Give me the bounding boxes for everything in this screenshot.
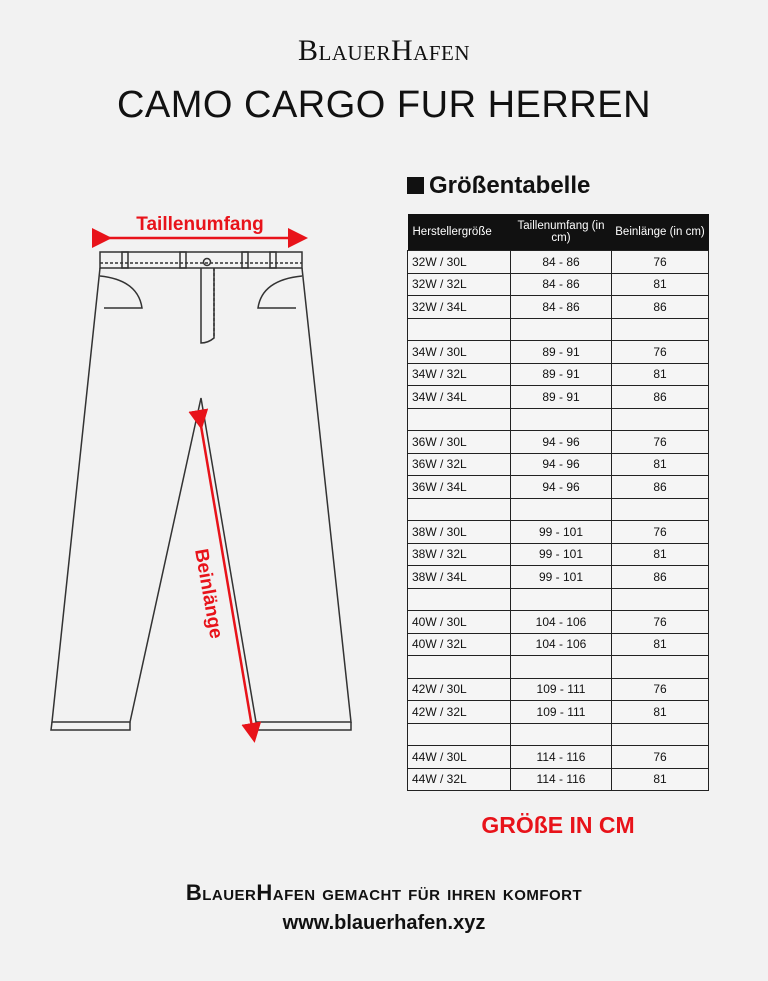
table-row [408,296,709,319]
waist-cell [511,588,612,611]
size-cell: 38W / 30L [408,521,511,544]
inseam-cell: 81 [612,543,709,566]
table-row [408,408,709,431]
waist-cell: 109 - 111 [511,701,612,724]
waist-cell [511,656,612,679]
pants-diagram [30,200,370,760]
waist-cell: 114 - 116 [511,746,612,769]
waist-cell: 84 - 86 [511,251,612,274]
size-cell: 38W / 34L [408,566,511,589]
table-row [408,431,709,454]
table-row [408,341,709,364]
inseam-cell: 81 [612,363,709,386]
table-row [408,588,709,611]
inseam-cell: 81 [612,633,709,656]
size-cell: 36W / 34L [408,476,511,499]
waist-cell [511,408,612,431]
size-cell [408,723,511,746]
waist-cell: 89 - 91 [511,341,612,364]
size-cell: 34W / 30L [408,341,511,364]
size-cell: 44W / 32L [408,768,511,791]
brand-logo: BlauerHafen [297,34,470,67]
size-cell: 32W / 32L [408,273,511,296]
size-cell [408,588,511,611]
waist-cell: 94 - 96 [511,431,612,454]
inseam-cell: 81 [612,701,709,724]
table-row [408,566,709,589]
waist-cell [511,723,612,746]
inseam-cell: 86 [612,386,709,409]
size-table [407,214,709,791]
inseam-cell: 76 [612,341,709,364]
size-cell: 36W / 32L [408,453,511,476]
table-row [408,701,709,724]
inseam-cell: 81 [612,453,709,476]
size-cell: 40W / 30L [408,611,511,634]
size-cell: 34W / 32L [408,363,511,386]
unit-note: GRÖßE IN CM [481,812,635,838]
table-row [408,318,709,341]
table-row [408,363,709,386]
inseam-cell: 76 [612,521,709,544]
size-cell [408,498,511,521]
waist-cell: 84 - 86 [511,296,612,319]
inseam-label: Beinlänge [190,547,227,641]
size-cell: 38W / 32L [408,543,511,566]
waist-cell: 89 - 91 [511,363,612,386]
inseam-cell [612,408,709,431]
size-table-heading: Größentabelle [407,172,590,200]
inseam-cell: 86 [612,476,709,499]
size-cell [408,318,511,341]
table-row [408,498,709,521]
inseam-cell: 76 [612,431,709,454]
column-header: Taillenumfang (in cm) [511,214,612,251]
inseam-cell [612,656,709,679]
inseam-cell: 76 [612,611,709,634]
footer-url: www.blauerhafen.xyz [282,912,486,934]
size-cell: 42W / 32L [408,701,511,724]
inseam-cell: 76 [612,678,709,701]
table-row [408,251,709,274]
table-row [408,543,709,566]
table-row [408,273,709,296]
inseam-cell [612,588,709,611]
table-row [408,476,709,499]
table-row [408,611,709,634]
table-row [408,723,709,746]
inseam-cell: 81 [612,768,709,791]
size-cell: 42W / 30L [408,678,511,701]
inseam-cell: 76 [612,746,709,769]
table-row [408,746,709,769]
waist-cell: 114 - 116 [511,768,612,791]
inseam-cell: 86 [612,296,709,319]
inseam-cell [612,498,709,521]
waist-cell: 109 - 111 [511,678,612,701]
inseam-cell [612,723,709,746]
waist-cell: 104 - 106 [511,633,612,656]
table-row [408,633,709,656]
table-row [408,678,709,701]
waist-cell: 89 - 91 [511,386,612,409]
waist-cell [511,498,612,521]
waist-cell: 84 - 86 [511,273,612,296]
waist-cell: 99 - 101 [511,543,612,566]
table-row [408,768,709,791]
size-cell: 44W / 30L [408,746,511,769]
table-row [408,386,709,409]
square-bullet-icon [407,177,424,194]
waist-cell: 99 - 101 [511,521,612,544]
inseam-cell [612,318,709,341]
table-row [408,521,709,544]
waist-label: Taillenumfang [136,214,264,235]
waist-cell: 94 - 96 [511,453,612,476]
footer-tagline: BlauerHafen gemacht für ihren komfort [185,880,583,905]
table-row [408,656,709,679]
size-cell [408,656,511,679]
size-cell: 32W / 30L [408,251,511,274]
size-cell: 34W / 34L [408,386,511,409]
waist-cell: 104 - 106 [511,611,612,634]
size-cell: 36W / 30L [408,431,511,454]
column-header: Herstellergröße [408,214,511,251]
waist-cell: 94 - 96 [511,476,612,499]
page-title: CAMO CARGO FUR HERREN [116,84,652,126]
column-header: Beinlänge (in cm) [612,214,709,251]
waist-cell [511,318,612,341]
table-row [408,453,709,476]
waist-cell: 99 - 101 [511,566,612,589]
inseam-cell: 86 [612,566,709,589]
size-cell [408,408,511,431]
size-cell: 32W / 34L [408,296,511,319]
inseam-cell: 76 [612,251,709,274]
size-cell: 40W / 32L [408,633,511,656]
inseam-cell: 81 [612,273,709,296]
